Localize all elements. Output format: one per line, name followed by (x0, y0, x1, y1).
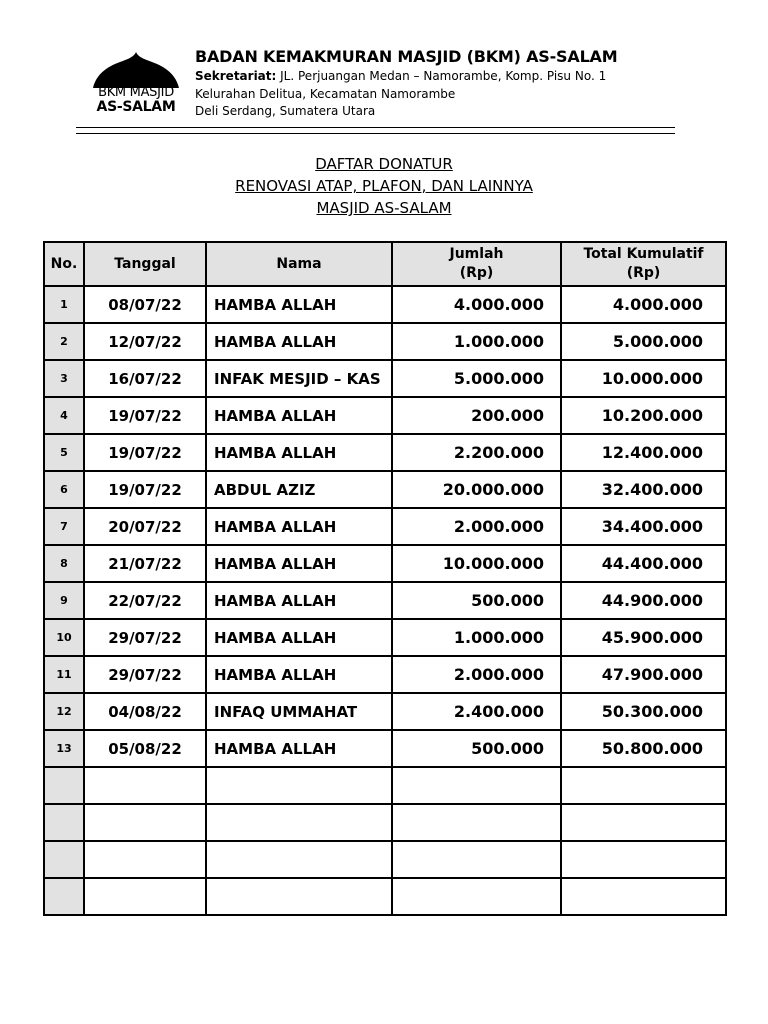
mosque-dome-icon (90, 50, 182, 90)
table-row (44, 434, 726, 471)
row-amount: 2.200.000 (392, 434, 561, 471)
header-total-line1: Total Kumulatif (583, 246, 704, 262)
row-amount: 2.400.000 (392, 693, 561, 730)
row-no: 12 (44, 693, 84, 730)
row-total (561, 804, 726, 841)
row-amount: 1.000.000 (392, 619, 561, 656)
row-name: HAMBA ALLAH (206, 730, 392, 767)
row-no: 9 (44, 582, 84, 619)
row-name: ABDUL AZIZ (206, 471, 392, 508)
row-date: 19/07/22 (84, 397, 206, 434)
address-text-1: JL. Perjuangan Medan – Namorambe, Komp. Pisu No. 1 (276, 69, 607, 83)
row-total: 34.400.000 (561, 508, 726, 545)
table-row (44, 286, 726, 323)
row-date: 08/07/22 (84, 286, 206, 323)
donor-table (43, 241, 727, 916)
row-name: HAMBA ALLAH (206, 619, 392, 656)
table-row (44, 545, 726, 582)
table-row (44, 508, 726, 545)
row-amount: 2.000.000 (392, 656, 561, 693)
row-amount: 2.000.000 (392, 508, 561, 545)
row-total: 10.000.000 (561, 360, 726, 397)
row-total: 12.400.000 (561, 434, 726, 471)
row-no: 10 (44, 619, 84, 656)
table-row (44, 619, 726, 656)
row-total (561, 878, 726, 915)
row-no (44, 804, 84, 841)
address-line-1 (195, 68, 675, 86)
row-amount: 10.000.000 (392, 545, 561, 582)
row-no: 5 (44, 434, 84, 471)
row-total: 5.000.000 (561, 323, 726, 360)
row-date: 12/07/22 (84, 323, 206, 360)
row-date (84, 767, 206, 804)
row-amount: 1.000.000 (392, 323, 561, 360)
row-date (84, 804, 206, 841)
row-date: 29/07/22 (84, 656, 206, 693)
letterhead (195, 47, 675, 121)
header-rule-thick (76, 127, 675, 128)
logo-text-line1: BKM MASJID (98, 85, 174, 100)
row-total (561, 841, 726, 878)
row-no (44, 878, 84, 915)
address-line-2: Kelurahan Delitua, Kecamatan Namorambe (195, 86, 456, 101)
header-rule-thin (76, 133, 675, 134)
row-total: 44.900.000 (561, 582, 726, 619)
table-row (44, 582, 726, 619)
header-no: No. (44, 242, 84, 286)
table-row (44, 471, 726, 508)
row-total: 10.200.000 (561, 397, 726, 434)
row-total: 4.000.000 (561, 286, 726, 323)
row-name: HAMBA ALLAH (206, 434, 392, 471)
row-no: 7 (44, 508, 84, 545)
row-no (44, 767, 84, 804)
row-date: 20/07/22 (84, 508, 206, 545)
logo-text-line2: AS-SALAM (96, 99, 176, 115)
table-row (44, 767, 726, 804)
header-total (561, 242, 726, 286)
row-date: 05/08/22 (84, 730, 206, 767)
row-amount: 5.000.000 (392, 360, 561, 397)
row-no: 6 (44, 471, 84, 508)
document-title (0, 153, 768, 219)
table-row (44, 878, 726, 915)
row-name: INFAK MESJID – KAS (206, 360, 392, 397)
row-name: HAMBA ALLAH (206, 656, 392, 693)
row-amount: 4.000.000 (392, 286, 561, 323)
row-total: 45.900.000 (561, 619, 726, 656)
row-no (44, 841, 84, 878)
mosque-logo (90, 50, 182, 118)
row-amount: 20.000.000 (392, 471, 561, 508)
table-row (44, 656, 726, 693)
row-total: 47.900.000 (561, 656, 726, 693)
row-date: 19/07/22 (84, 434, 206, 471)
table-row (44, 397, 726, 434)
row-name: INFAQ UMMAHAT (206, 693, 392, 730)
row-date: 21/07/22 (84, 545, 206, 582)
header-date: Tanggal (84, 242, 206, 286)
row-date: 22/07/22 (84, 582, 206, 619)
organization-name: BADAN KEMAKMURAN MASJID (BKM) AS-SALAM (195, 47, 618, 66)
table-row (44, 693, 726, 730)
row-date (84, 878, 206, 915)
table-row (44, 804, 726, 841)
row-no: 1 (44, 286, 84, 323)
row-date: 16/07/22 (84, 360, 206, 397)
address-line-3: Deli Serdang, Sumatera Utara (195, 104, 376, 118)
row-date: 29/07/22 (84, 619, 206, 656)
row-amount (392, 767, 561, 804)
row-no: 13 (44, 730, 84, 767)
row-name (206, 767, 392, 804)
row-date: 04/08/22 (84, 693, 206, 730)
row-amount (392, 878, 561, 915)
header-amount-line1: Jumlah (449, 246, 504, 262)
row-total (561, 767, 726, 804)
table-header-row (44, 242, 726, 286)
row-no: 4 (44, 397, 84, 434)
title-line-2: RENOVASI ATAP, PLAFON, DAN LAINNYA (235, 177, 533, 195)
title-line-3: MASJID AS-SALAM (316, 199, 452, 217)
row-name: HAMBA ALLAH (206, 545, 392, 582)
row-no: 2 (44, 323, 84, 360)
row-name: HAMBA ALLAH (206, 508, 392, 545)
table-row (44, 730, 726, 767)
row-name (206, 878, 392, 915)
header-total-line2: (Rp) (626, 265, 661, 281)
header-amount (392, 242, 561, 286)
header-name: Nama (206, 242, 392, 286)
row-total: 50.800.000 (561, 730, 726, 767)
row-amount: 500.000 (392, 582, 561, 619)
row-name: HAMBA ALLAH (206, 286, 392, 323)
secretariat-label: Sekretariat: (195, 69, 277, 83)
header-amount-line2: (Rp) (459, 265, 494, 281)
row-name: HAMBA ALLAH (206, 582, 392, 619)
row-total: 50.300.000 (561, 693, 726, 730)
row-name (206, 841, 392, 878)
row-date (84, 841, 206, 878)
row-no: 11 (44, 656, 84, 693)
row-name: HAMBA ALLAH (206, 323, 392, 360)
table-row (44, 323, 726, 360)
table-row (44, 360, 726, 397)
row-amount (392, 804, 561, 841)
row-name (206, 804, 392, 841)
table-row (44, 841, 726, 878)
row-total: 44.400.000 (561, 545, 726, 582)
row-no: 8 (44, 545, 84, 582)
row-date: 19/07/22 (84, 471, 206, 508)
row-amount: 500.000 (392, 730, 561, 767)
row-name: HAMBA ALLAH (206, 397, 392, 434)
title-line-1: DAFTAR DONATUR (315, 155, 453, 173)
row-no: 3 (44, 360, 84, 397)
row-total: 32.400.000 (561, 471, 726, 508)
row-amount (392, 841, 561, 878)
row-amount: 200.000 (392, 397, 561, 434)
